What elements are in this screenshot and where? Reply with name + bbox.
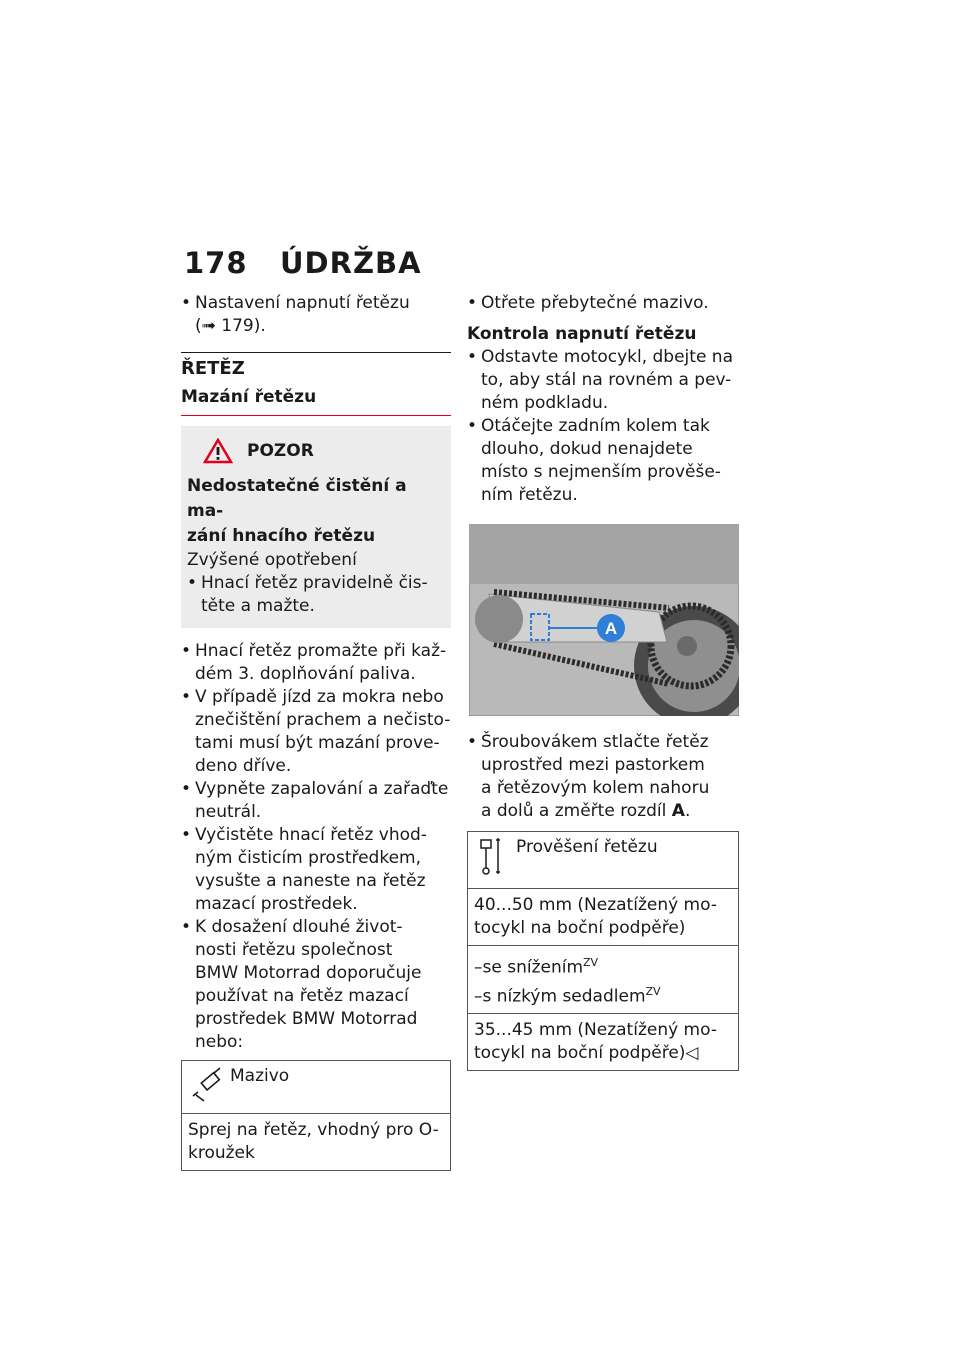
- list-item-line: ním řetězu.: [481, 485, 578, 505]
- variant-sup: ZV: [583, 956, 599, 969]
- list-item-line: neutrál.: [195, 802, 262, 822]
- subsection-title: Mazání řetězu: [181, 386, 451, 416]
- chain-sag-label: Prověšení řetězu: [516, 837, 658, 857]
- bullet-glyph: •: [181, 779, 192, 799]
- list-item-line: ným čisticím prostředkem,: [195, 848, 422, 868]
- list-item-line: vysušte a naneste na řetěz: [195, 871, 426, 891]
- list-item-line: prostředek BMW Motorrad: [195, 1009, 418, 1029]
- left-bullet-list: [181, 640, 451, 1054]
- bullet-glyph: •: [181, 641, 192, 661]
- warning-triangle-icon: [203, 438, 233, 464]
- bullet-glyph: •: [467, 293, 478, 313]
- intro-ref: (➟ 179).: [195, 316, 266, 336]
- list-item-line: nosti řetězu společnost: [195, 940, 393, 960]
- list-item-line: Vypněte zapalování a zařaďte: [195, 779, 449, 799]
- warning-action-line: těte a mažte.: [201, 596, 315, 616]
- chain-sag-table: [467, 831, 739, 1071]
- list-item-line: nebo:: [195, 1032, 244, 1052]
- lubricant-can-icon: [188, 1065, 230, 1105]
- right-column: [467, 292, 739, 1071]
- warning-title-1: Nedostatečné čistění a ma-: [187, 476, 407, 521]
- variant-sup: ZV: [645, 984, 661, 998]
- list-item-line: K dosažení dlouhé život-: [195, 917, 403, 937]
- bullet-glyph: •: [181, 917, 192, 937]
- list-item: [467, 346, 739, 415]
- warning-title-2: zání hnacího řetězu: [187, 526, 376, 546]
- measure-line: Šroubovákem stlačte řetěz: [481, 732, 709, 752]
- measure-item: [467, 731, 739, 823]
- list-item-line: dém 3. doplňování paliva.: [195, 664, 416, 684]
- page-number: 178: [184, 246, 248, 280]
- variant-text: –se snížením: [474, 957, 584, 978]
- section-title: ŘETĚZ: [181, 352, 451, 380]
- list-item-line: místo s nejmenším prověše-: [481, 462, 721, 482]
- measure-end: .: [684, 801, 691, 821]
- check-title: Kontrola napnutí řetězu: [467, 324, 697, 344]
- lubricant-table: [181, 1060, 451, 1171]
- list-item-line: mazací prostředek.: [195, 894, 358, 914]
- lubricant-value-line: Sprej na řetěz, vhodný pro O-: [188, 1120, 439, 1140]
- list-item-line: BMW Motorrad doporučuje: [195, 963, 422, 983]
- list-item: [181, 778, 451, 824]
- measure-line: a řetězovým kolem nahoru: [481, 778, 710, 798]
- chain-sag-variants: [468, 946, 738, 1014]
- arrow-icon: ➟: [201, 316, 216, 336]
- intro-text: Nastavení napnutí řetězu: [195, 293, 410, 313]
- list-item-line: to, aby stál na rovném a pev-: [481, 370, 732, 390]
- measure-line: uprostřed mezi pastorkem: [481, 755, 705, 775]
- list-item-line: Vyčistěte hnací řetěz vhod-: [195, 825, 427, 845]
- warning-action-line: Hnací řetěz pravidelně čis-: [201, 573, 428, 593]
- warning-header: [203, 438, 443, 464]
- bullet-glyph: •: [467, 416, 478, 436]
- lubricant-value: [182, 1114, 450, 1170]
- list-item: [181, 292, 451, 338]
- warning-action: [187, 572, 443, 618]
- value-text: tocykl na boční podpěře): [474, 1043, 686, 1064]
- chain-sag-header: [468, 832, 738, 889]
- bullet-glyph: •: [181, 293, 192, 313]
- lubricant-value-line: kroužek: [188, 1143, 255, 1163]
- bullet-glyph: •: [467, 347, 478, 367]
- warning-consequence: Zvýšené opotřebení: [187, 550, 357, 570]
- measure-line: [481, 800, 739, 823]
- variant-line: [474, 980, 732, 1009]
- measure-text: a dolů a změřte rozdíl: [481, 801, 672, 821]
- bullet-glyph: •: [181, 825, 192, 845]
- bullet-glyph: •: [181, 687, 192, 707]
- page-reference: 179).: [221, 316, 266, 336]
- list-item: [467, 292, 739, 315]
- list-item: [181, 824, 451, 916]
- bullet-glyph: •: [187, 573, 198, 593]
- chapter-title: ÚDRŽBA: [280, 246, 422, 280]
- list-item-line: tami musí být mazání prove-: [195, 733, 440, 753]
- chain-sag-value: [468, 889, 738, 946]
- warning-box: [181, 426, 451, 628]
- list-item: [181, 686, 451, 778]
- chain-photo: [469, 524, 739, 716]
- lubricant-label: Mazivo: [230, 1066, 290, 1086]
- list-item: [181, 640, 451, 686]
- list-item-line: deno dříve.: [195, 756, 292, 776]
- warning-label: POZOR: [247, 440, 314, 461]
- list-item-line: používat na řetěz mazací: [195, 986, 409, 1006]
- chain-sag-value-line: 35...45 mm (Nezatížený mo-: [474, 1020, 717, 1041]
- measure-label: A: [671, 801, 685, 821]
- end-mark-icon: ◁: [685, 1043, 699, 1064]
- list-item-line: ném podkladu.: [481, 393, 609, 413]
- chain-sag-value-line: 40...50 mm (Nezatížený mo-: [474, 895, 717, 915]
- variant-text: –s nízkým sedadlem: [474, 986, 646, 1007]
- list-item: [467, 415, 739, 507]
- chain-sag-value-line: [474, 1042, 732, 1065]
- right-bullet-list: [467, 346, 739, 507]
- list-item-line: Otáčejte zadním kolem tak: [481, 416, 710, 436]
- chain-sag-value-line: tocykl na boční podpěře): [474, 918, 686, 938]
- list-item-line: znečištění prachem a nečisto-: [195, 710, 451, 730]
- chain-sag-value-lowered: [468, 1014, 738, 1070]
- list-item-line: dlouho, dokud nenajdete: [481, 439, 693, 459]
- bullet-glyph: •: [467, 732, 478, 752]
- page-header: [184, 246, 422, 280]
- left-column: [181, 292, 451, 1171]
- list-item-line: Hnací řetěz promažte při kaž-: [195, 641, 447, 661]
- measure-gauge-icon: [474, 836, 516, 876]
- list-item-line: V případě jízd za mokra nebo: [195, 687, 444, 707]
- photo-callout-label: A: [604, 619, 618, 638]
- variant-line: [474, 951, 732, 980]
- lubricant-table-header: [182, 1061, 450, 1114]
- list-item-line: Odstavte motocykl, dbejte na: [481, 347, 733, 367]
- list-item: [181, 916, 451, 1054]
- wipe-text: Otřete přebytečné mazivo.: [481, 293, 709, 313]
